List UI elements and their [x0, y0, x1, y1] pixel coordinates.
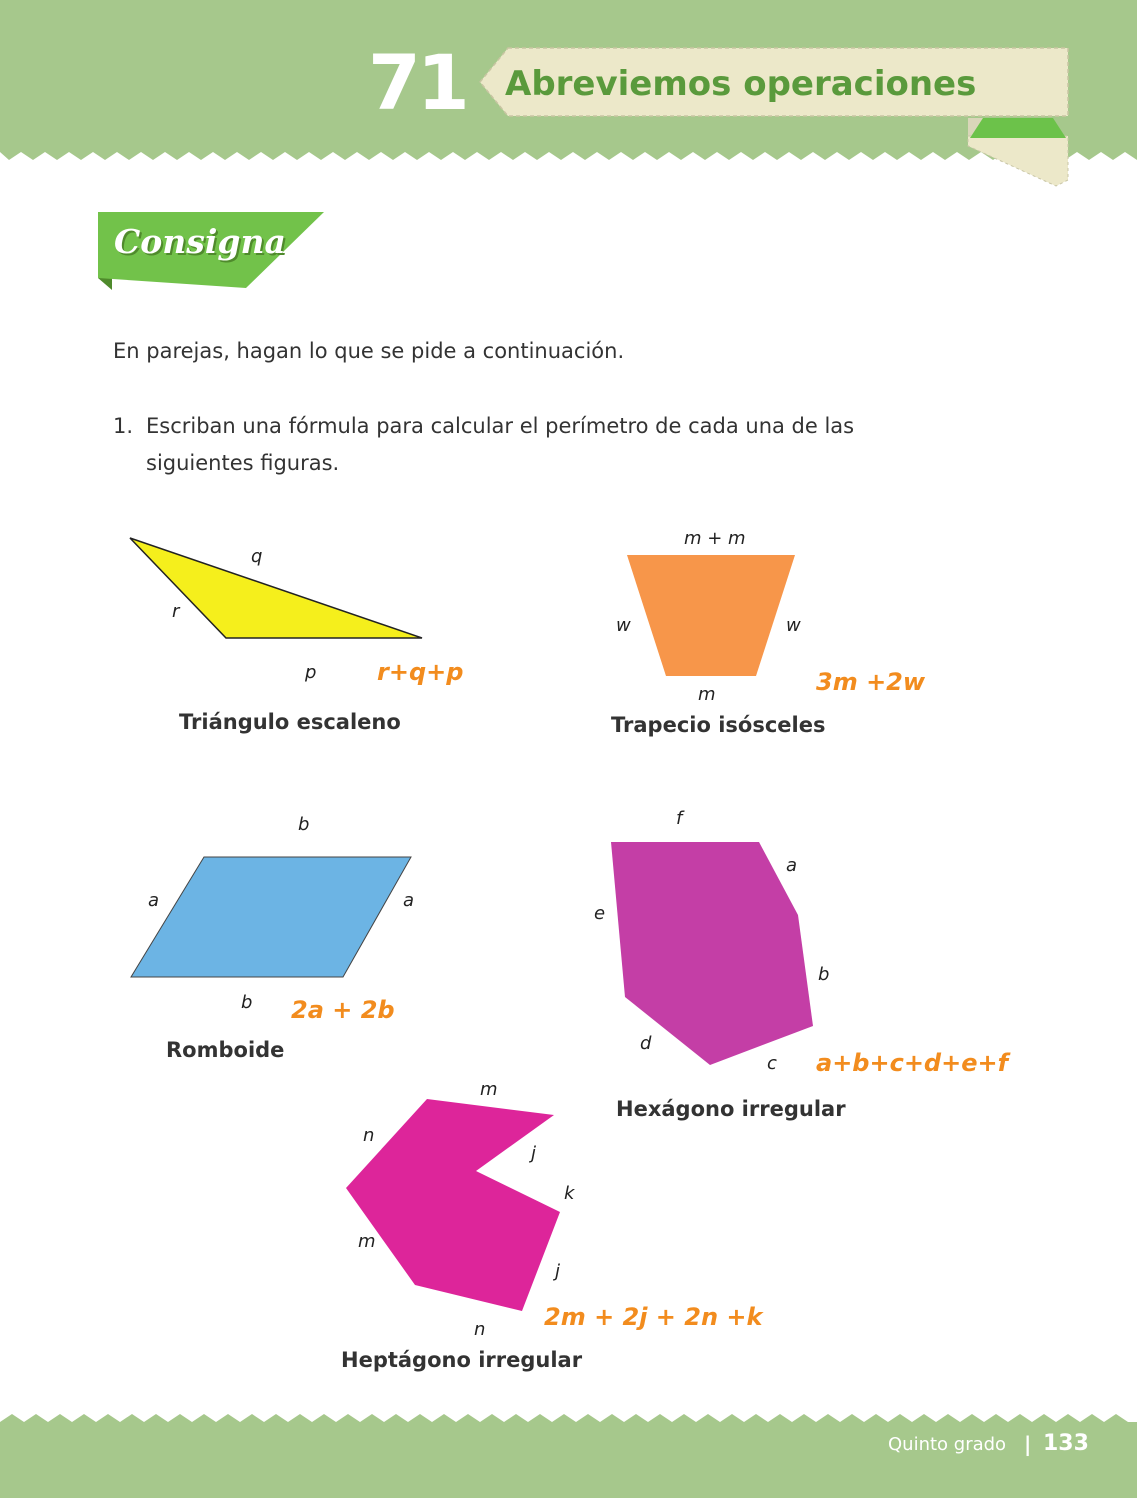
- page-number: 133: [1043, 1431, 1089, 1456]
- question-text: Escriban una fórmula para calcular el perímetro de cada una de las siguientes figuras.: [146, 414, 855, 475]
- heptagon-side-n-top: n: [363, 1125, 375, 1146]
- heptagon-side-j-top: j: [531, 1143, 537, 1164]
- isosceles-trapezoid: [627, 555, 795, 676]
- trapezoid-side-top: m + m: [684, 528, 746, 549]
- scalene-triangle: [130, 538, 422, 638]
- question-number: 1.: [113, 414, 134, 438]
- hexagon-side-f: f: [676, 808, 683, 829]
- trapezoid-side-bottom: m: [698, 684, 716, 705]
- rhomboid-answer: 2a + 2b: [291, 996, 395, 1024]
- lesson-title: Abreviemos operaciones: [505, 64, 977, 104]
- trapezoid-answer: 3m +2w: [816, 668, 926, 696]
- heptagon-answer: 2m + 2j + 2n +k: [544, 1303, 763, 1331]
- triangle-side-r: r: [172, 601, 180, 622]
- intro-text: En parejas, hagan lo que se pide a continuación.: [113, 339, 625, 363]
- triangle-name: Triángulo escaleno: [179, 710, 401, 734]
- heptagon-side-m-top: m: [480, 1079, 498, 1100]
- hexagon-side-c: c: [767, 1053, 777, 1074]
- consigna-label: Consigna: [114, 222, 286, 261]
- trapezoid-side-right: w: [786, 615, 801, 636]
- heptagon-name: Heptágono irregular: [341, 1348, 583, 1372]
- rhomboid-side-top: b: [298, 814, 310, 835]
- triangle-answer: r+q+p: [377, 658, 464, 686]
- rhomboid-side-bottom: b: [241, 992, 253, 1013]
- irregular-heptagon: [346, 1099, 560, 1311]
- heptagon-side-m-left: m: [358, 1231, 376, 1252]
- footer-separator: |: [1024, 1432, 1032, 1456]
- hexagon-side-b: b: [818, 964, 830, 985]
- footer-grade: Quinto grado: [888, 1434, 1007, 1455]
- hexagon-side-d: d: [640, 1033, 652, 1054]
- trapezoid-name: Trapecio isósceles: [611, 713, 826, 737]
- heptagon-side-k: k: [564, 1183, 575, 1204]
- trapezoid-side-left: w: [616, 615, 631, 636]
- rhomboid: [131, 857, 411, 977]
- triangle-side-p: p: [305, 662, 317, 683]
- rhomboid-name: Romboide: [166, 1038, 285, 1062]
- heptagon-side-n-bottom: n: [474, 1319, 486, 1340]
- triangle-side-q: q: [251, 546, 263, 567]
- heptagon-side-j-right: j: [555, 1261, 561, 1282]
- hexagon-side-a: a: [786, 855, 798, 876]
- hexagon-answer: a+b+c+d+e+f: [816, 1049, 1009, 1077]
- irregular-hexagon: [611, 842, 813, 1065]
- hexagon-name: Hexágono irregular: [616, 1097, 846, 1121]
- lesson-number: 71: [368, 38, 466, 127]
- rhomboid-side-right: a: [403, 890, 415, 911]
- hexagon-side-e: e: [594, 903, 606, 924]
- rhomboid-side-left: a: [148, 890, 160, 911]
